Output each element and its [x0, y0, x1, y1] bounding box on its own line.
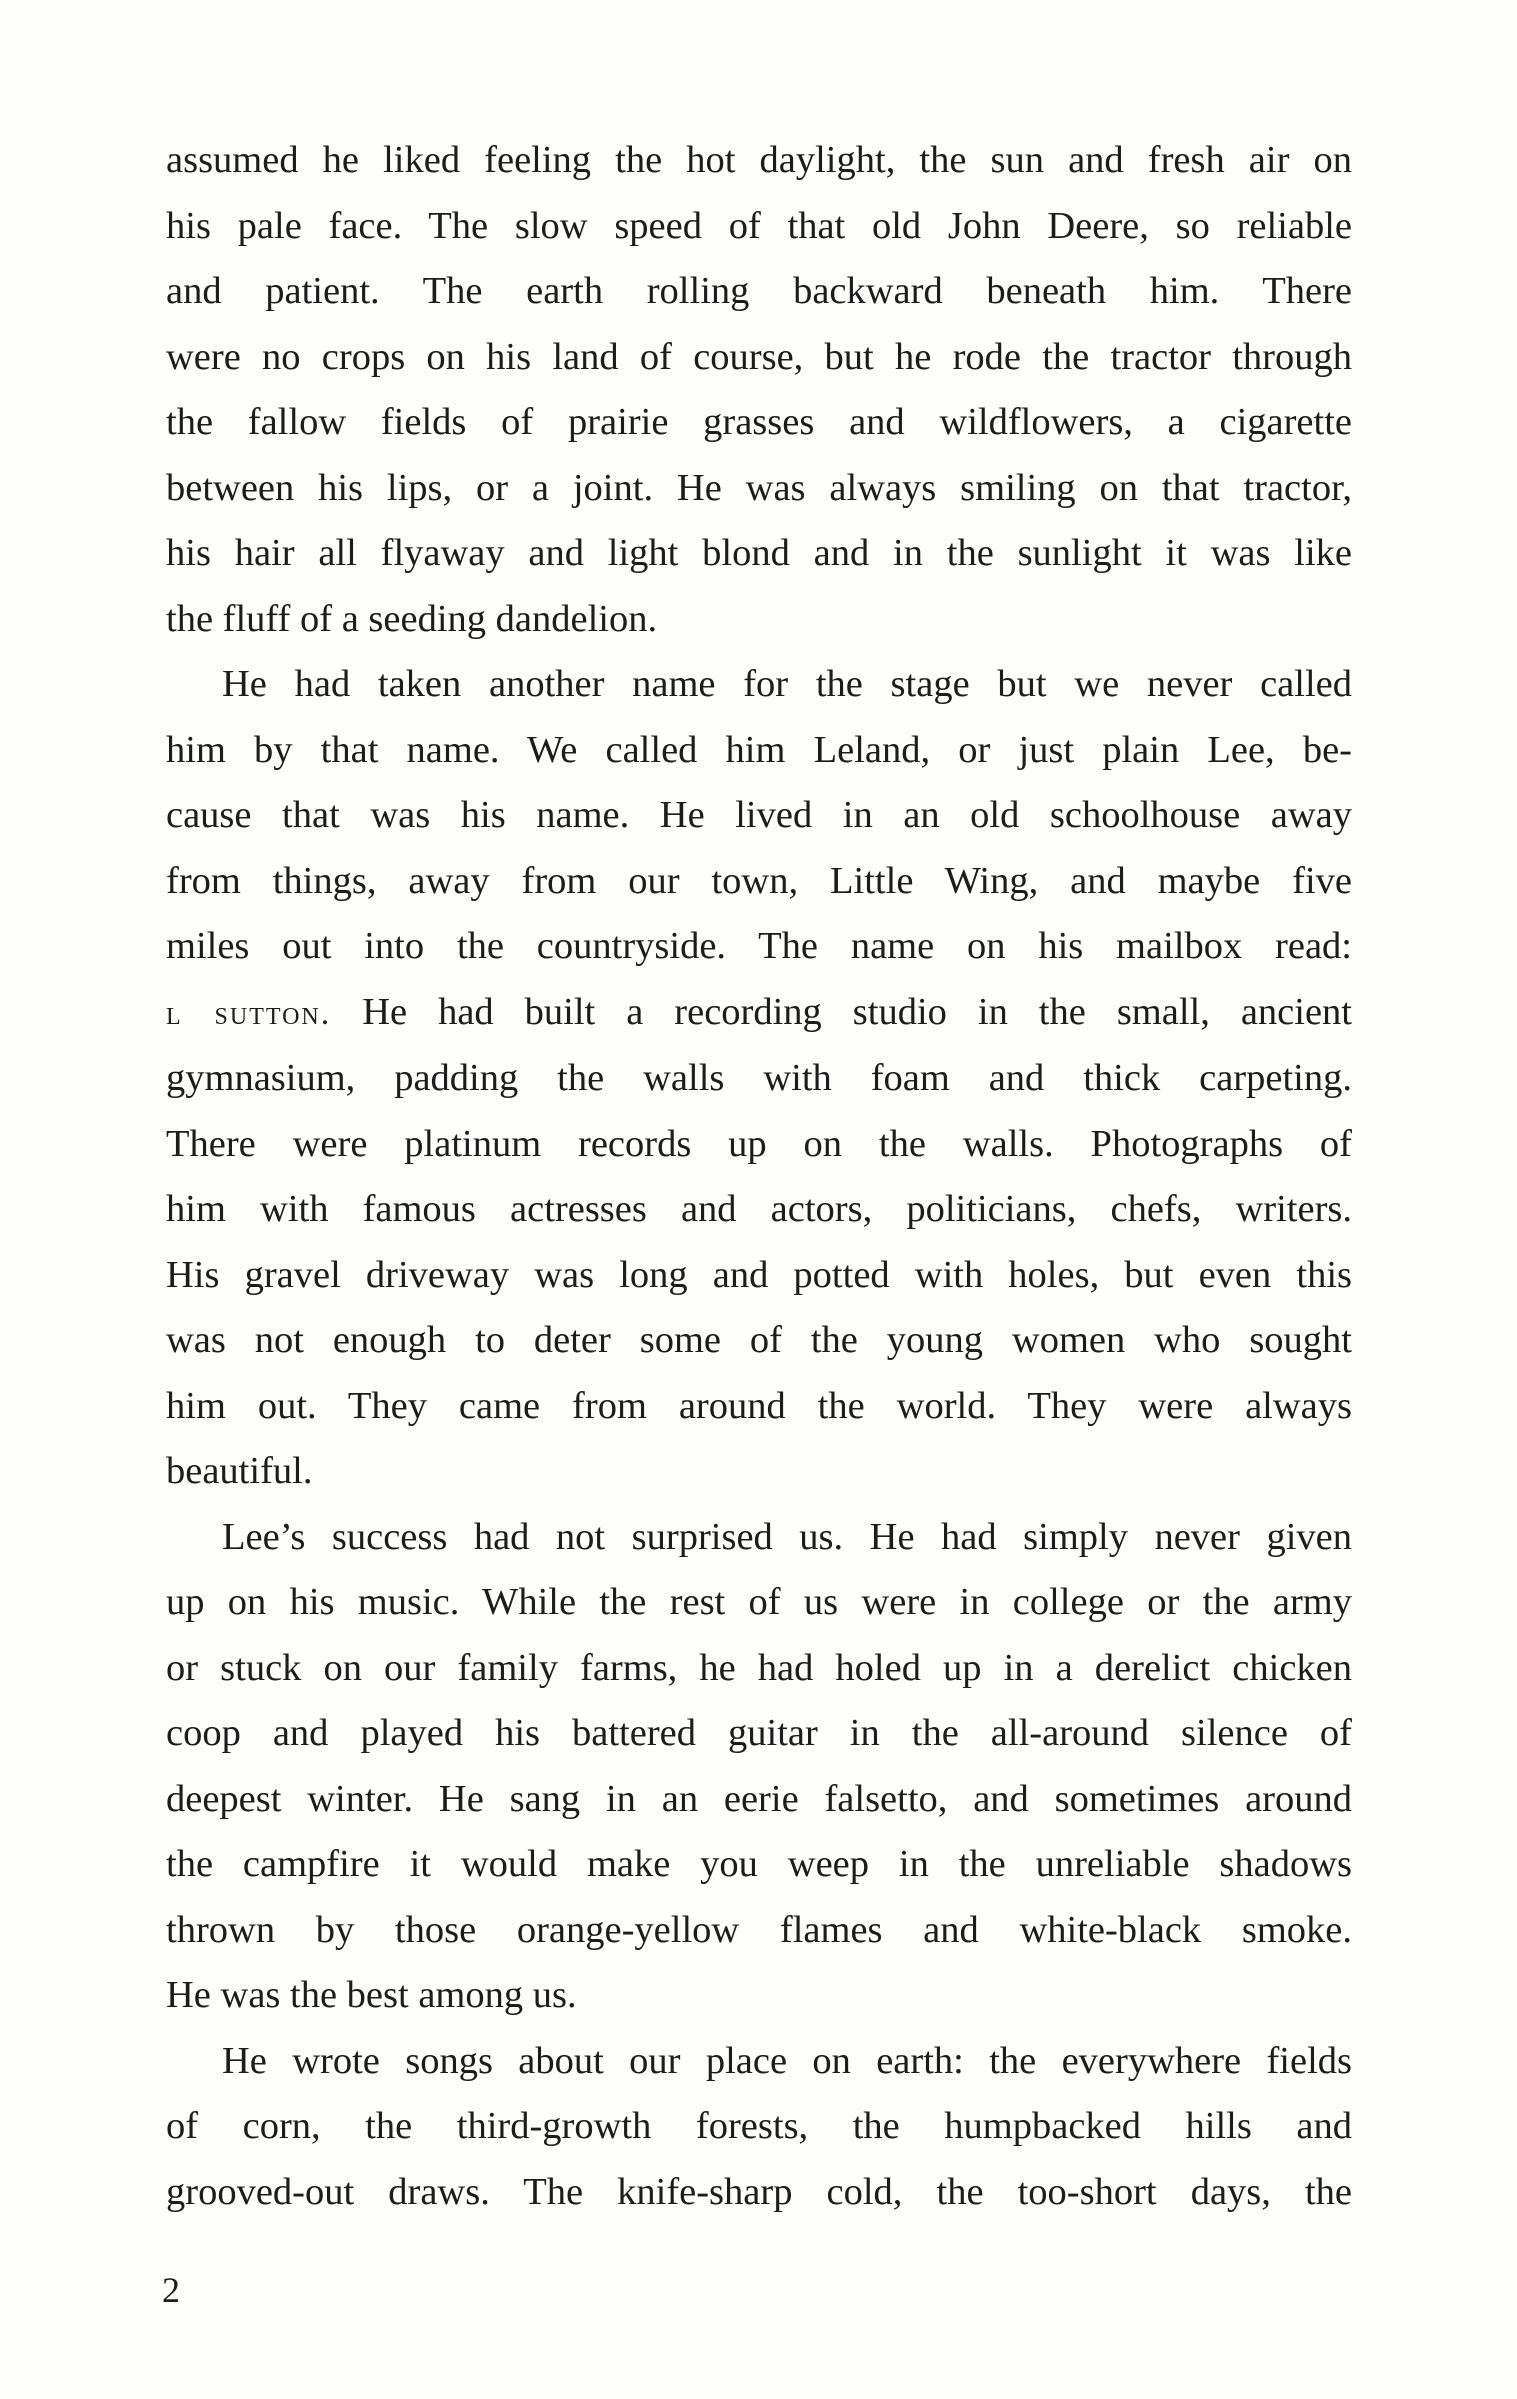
text-line: him with famous actresses and actors, politicians, chefs, writers. — [166, 1188, 1352, 1230]
text-line: of corn, the third-growth forests, the humpbacked hills and — [166, 2105, 1352, 2147]
text-line: from things, away from our town, Little Wing, and maybe five — [166, 859, 1352, 902]
text-line: deepest winter. He sang in an eerie falsetto, and sometimes around — [166, 1777, 1352, 1820]
text-line: gymnasium, padding the walls with foam and thick carpeting. — [166, 1057, 1352, 1099]
text-line: and patient. The earth rolling backward beneath him. There — [166, 270, 1352, 312]
text-line: assumed he liked feeling the hot daylight, the sun and fresh air on — [166, 139, 1352, 181]
text-line: the fluff of a seeding dandelion. — [166, 597, 658, 640]
paragraph-1 — [166, 128, 1352, 652]
text-line: coop and played his battered guitar in the all-around silence of — [166, 1712, 1352, 1754]
text-line: was not enough to deter some of the young women who sought — [166, 1319, 1352, 1361]
text-line: grooved-out draws. The knife-sharp cold, the too-short days, the — [166, 2170, 1352, 2213]
text-line: or stuck on our family farms, he had holed up in a derelict chicken — [166, 1646, 1352, 1689]
paragraph-3 — [166, 1505, 1352, 2029]
text-line: his hair all flyaway and light blond and in the sunlight it was like — [166, 532, 1352, 574]
text-line-with-smallcaps — [166, 980, 1352, 1047]
text-line: the campfire it would make you weep in the unreliable shadows — [166, 1843, 1352, 1885]
page-number: 2 — [162, 2270, 180, 2310]
text-line: He was the best among us. — [166, 1974, 577, 2016]
text-line: him by that name. We called him Leland, or just plain Lee, be- — [166, 728, 1352, 771]
text-line: cause that was his name. He lived in an old schoolhouse away — [166, 794, 1352, 836]
book-page — [166, 128, 1352, 2225]
text-line: Lee’s success had not surprised us. He had simply never given — [222, 1515, 1352, 1558]
text-line: his pale face. The slow speed of that old John Deere, so reliable — [166, 204, 1352, 247]
text-line: up on his music. While the rest of us were in college or the army — [166, 1581, 1352, 1623]
text-fragment: He had built a recording studio in the small, ancient — [331, 990, 1352, 1033]
text-line: were no crops on his land of course, but he rode the tractor through — [166, 335, 1352, 378]
text-line: His gravel driveway was long and potted with holes, but even this — [166, 1253, 1352, 1296]
text-line: the fallow fields of prairie grasses and wildflowers, a cigarette — [166, 401, 1352, 443]
text-line: beautiful. — [166, 1450, 313, 1492]
text-line: There were platinum records up on the walls. Photographs of — [166, 1122, 1352, 1165]
paragraph-2 — [166, 652, 1352, 1505]
mailbox-name-smallcaps: l sutton. — [166, 994, 332, 1032]
text-line: him out. They came from around the world. They were always — [166, 1384, 1352, 1427]
text-line: He had taken another name for the stage but we never called — [222, 663, 1352, 705]
paragraph-4 — [166, 2029, 1352, 2226]
text-line: between his lips, or a joint. He was always smiling on that tractor, — [166, 466, 1352, 509]
text-line: thrown by those orange-yellow flames and white-black smoke. — [166, 1908, 1352, 1951]
text-line: He wrote songs about our place on earth: the everywhere fields — [222, 2039, 1352, 2082]
text-line: miles out into the countryside. The name on his mailbox read: — [166, 925, 1352, 967]
